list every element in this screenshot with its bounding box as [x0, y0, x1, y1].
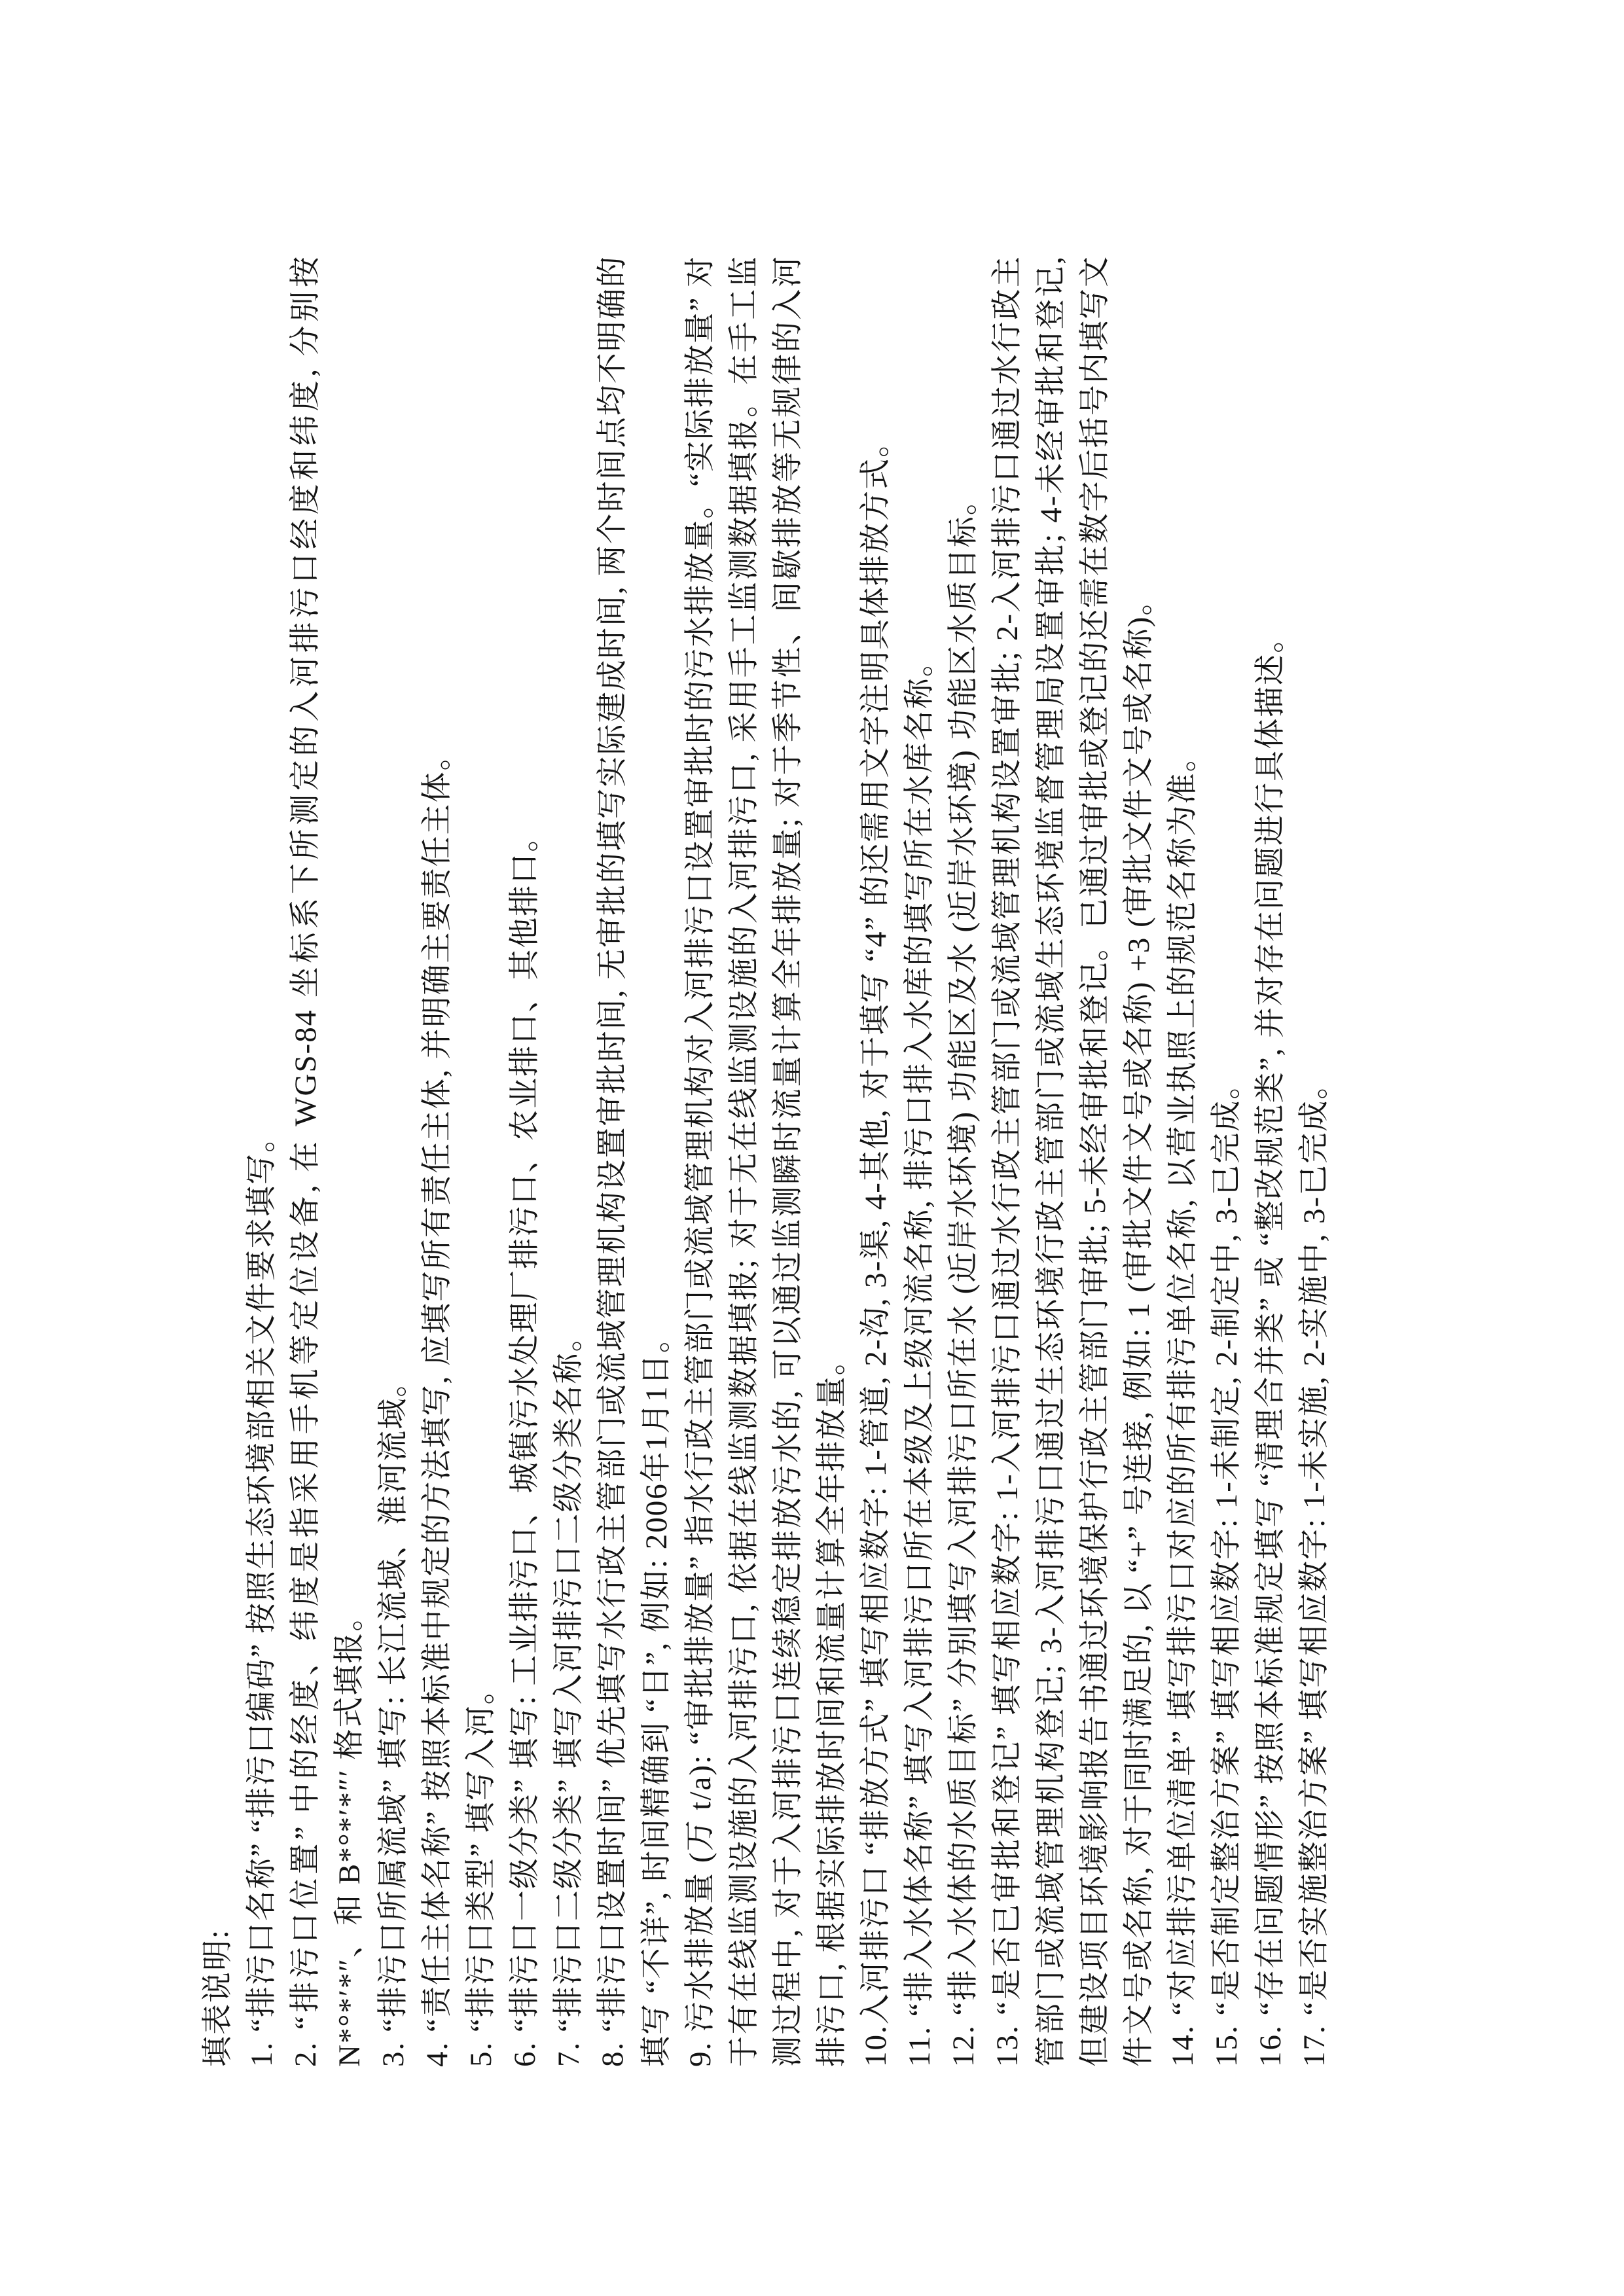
instruction-item-6: 6. “排污口一级分类” 填写: 工业排污口、城镇污水处理厂排污口、农业排口、其他排口。	[508, 819, 542, 2067]
instruction-item-11: 11. “排入水体名称” 填写入河排污口所在本级及上级河流名称, 排污口排入水库的填写所在水库名称。	[903, 645, 937, 2067]
instruction-item-13: 13. “是否已审批和登记” 填写相应数字: 1-入河排污口通过水行政主管部门或流域管理机构设置审批; 2-入河排污口通过水行政主管部门或流域管理机构登记; 3-入河排污口通过生态环境行政主管部门或流域生态环境监督管理局设置审批; 4-未经审批和登记, 但建设项目环境影响报告书通过环境保护行政主管部门审批; 5-未经审批和登记。已通过审批或登记的还需在数字后括号内填写文件文号或名称, 对于同时满足的, 以 “+” 号连接, 例如: 1 (审批文件文号或名称) +3 (审批文件文号或名称)。	[990, 255, 1156, 2067]
instruction-item-17: 17. “是否实施整治方案” 填写相应数字: 1-未实施, 2-实施中, 3-已完成。	[1297, 1067, 1331, 2067]
instruction-item-3: 3. “排污口所属流域” 填写: 长江流域、淮河流域。	[376, 1365, 410, 2067]
instruction-item-14: 14. “对应排污单位清单” 填写排污口对应的所有排污单位名称, 以营业执照上的规范名称为准。	[1166, 740, 1200, 2067]
instruction-item-1: 1. “排污口名称” “排污口编码” 按照生态环境部相关文件要求填写。	[245, 1121, 279, 2067]
instruction-item-10: 10.入河排污口 “排放方式” 填写相应数字: 1-管道, 2-沟, 3-渠, 4-其他, 对于填写 “4” 的还需用文字注明具体排放方式。	[859, 425, 893, 2067]
instruction-item-2: 2. “排污口位置” 中的经度、纬度是指采用手机等定位设备, 在 WGS-84 坐标系下所测定的入河排污口经度和纬度, 分别按 N*°*′*″、和 B*°*′*″′ 格式填报。	[289, 255, 367, 2067]
instruction-item-4: 4. “责任主体名称” 按照本标准中规定的方法填写, 应填写所有责任主体, 并明确主要责任主体。	[420, 738, 454, 2067]
instruction-item-9: 9. 污水排放量 (万 t/a): “审批排放量” 指水行政主管部门或流域管理机构对入河排污口设置审批时的污水排放量。“实际排放量” 对于有在线监测设施的入河排污口, 依据在线监测数据填报; 对于无在线监测设施的入河排污口, 采用手工监测数据填报。在手工监测过程中, 对于入河排污口连续稳定排放污水的, 可以通过监测瞬时流量计算全年排放量; 对于季节性、间歇排放等无规律的入河排污口, 根据实际排放时间和流量计算全年排放量。	[683, 255, 849, 2067]
instruction-item-7: 7. “排污口二级分类” 填写入河排污口二级分类名称。	[552, 1319, 586, 2067]
instruction-item-5: 5. “排污口类型” 填写入河。	[464, 1672, 498, 2067]
instruction-item-12: 12. “排入水体的水质目标” 分别填写入河排污口所在水 (近岸水环境) 功能区及水 (近岸水环境) 功能区水质目标。	[947, 483, 981, 2067]
form-instructions-heading: 填表说明:	[201, 1928, 235, 2067]
instruction-item-8: 8. “排污口设置时间” 优先填写水行政主管部门或流域管理机构设置审批时间, 无审批的填写实际建成时间, 两个时间点均不明确的填写 “不详”, 时间精确到 “日”, 例如: 2006年1月1日。	[596, 255, 674, 2067]
instruction-item-16: 16. “存在问题情形” 按照本标准规定填写 “清理合并类” 或 “整改规范类”, 并对存在问题进行具体描述。	[1254, 620, 1288, 2067]
instruction-item-15: 15. “是否制定整治方案” 填写相应数字: 1-未制定, 2-制定中, 3-已完成。	[1210, 1067, 1244, 2067]
rotated-text-block	[196, 255, 1337, 2067]
